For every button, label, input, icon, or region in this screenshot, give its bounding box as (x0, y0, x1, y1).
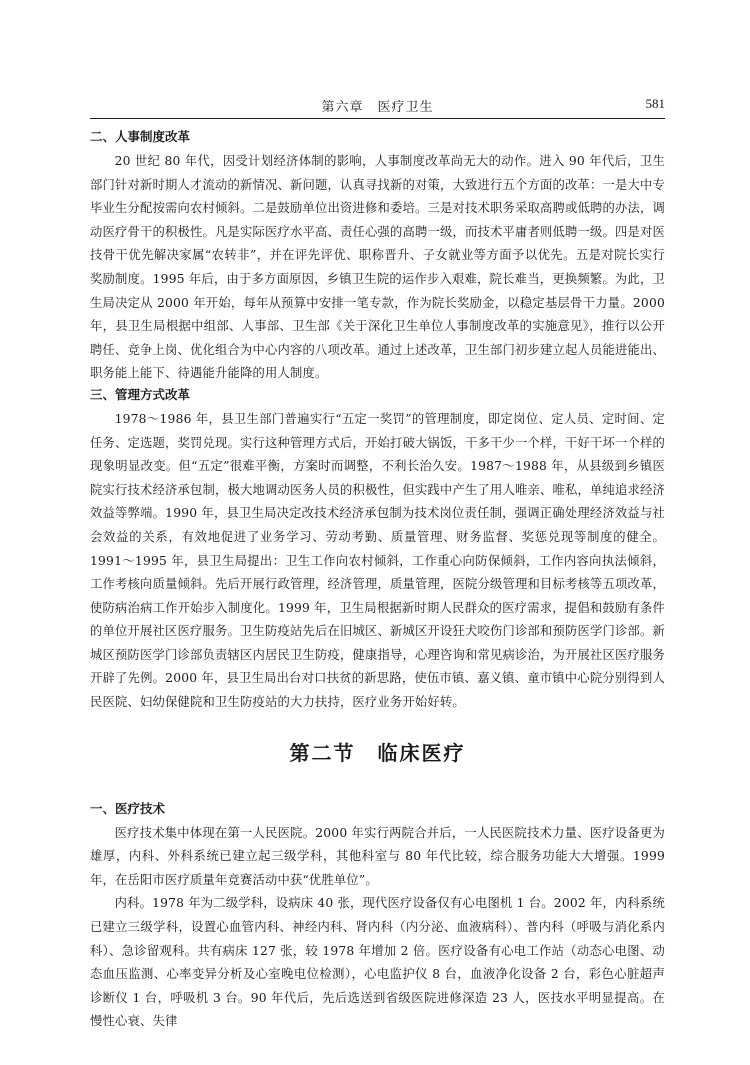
subsection-heading-medical-technology: 一、医疗技术 (90, 800, 166, 816)
paragraph-medical-technology: 医疗技术集中体现在第一人民医院。2000 年实行两院合并后，一人民医院技术力量、医疗设备更为雄厚，内科、外科系统已建立起三级学科，其他科室与 80 年代比较，综合服务功能大大增强。1999 年，在岳阳市医疗质量年竞赛活动中获“优胜单位”。 (90, 825, 665, 887)
page-content (90, 128, 665, 1034)
page-number: 581 (645, 96, 665, 111)
paragraph-internal-medicine: 内科。1978 年为二级学科，设病床 40 张，现代医疗设备仅有心电图机 1 台。2002 年，内科系统已建立三级学科，设置心血管内科、神经内科、肾内科（内分泌、血液病科）、普内科（呼吸与消化系内科）、急诊留观科。共有病床 127 张，较 1978 年增加 2 倍。医疗设备有心电工作站（动态心电图、动态血压监测、心率变异分析及心室晚电位检测），心电监护仪 8 台，血液净化设备 2 台，彩色心脏超声诊断仪 1 台，呼吸机 3 台。90 年代后，先后选送到省级医院进修深造 23 人，医技水平明显提高。在慢性心衰、失律 (90, 896, 665, 1029)
chapter-title: 第六章 医疗卫生 (321, 100, 434, 115)
paragraph-management-reform: 1978～1986 年，县卫生部门普遍实行“五定一奖罚”的管理制度，即定岗位、定人员、定时间、定任务、定选题，奖罚兑现。实行这种管理方式后，开始打破大锅饭，干多干少一个样，干好干坏一个样的现象明显改变。但“五定”很难平衡，方案时而调整，不利长治久安。1987～1988 年，从县级到乡镇医院实行技术经济承包制，极大地调动医务人员的积极性，但实践中产生了用人唯亲、唯私，单纯追求经济效益等弊端。1990 年，县卫生局决定改技术经济承包制为技术岗位责任制，强调正确处理经济效益与社会效益的关系，有效地促进了业务学习、劳动考勤、质量管理、财务监督、奖惩兑现等制度的健全。1991～1995 年，县卫生局提出：卫生工作向农村倾斜，工作重心向防保倾斜，工作内容向执法倾斜，工作考核向质量倾斜。先后开展行政管理，经济管理，质量管理，医院分级管理和目标考核等五项改革，使防病治病工作开始步入制度化。1999 年，卫生局根据新时期人民群众的医疗需求，提倡和鼓励有条件的单位开展社区医疗服务。卫生防疫站先后在旧城区、新城区开设狂犬咬伤门诊部和预防医学门诊部。新城区预防医学门诊部负责辖区内居民卫生防疫，健康指导，心理咨询和常见病诊治，为开展社区医疗服务开辟了先例。2000 年，县卫生局出台对口扶贫的新思路，使伍市镇、嘉义镇、童市镇中心院分别得到人民医院、妇幼保健院和卫生防疫站的大力扶持，医疗业务开始好转。 (90, 411, 665, 710)
running-header (90, 96, 665, 119)
section-title-clinical: 第二节 临床医疗 (289, 740, 466, 765)
paragraph-personnel-reform: 20 世纪 80 年代，因受计划经济体制的影响，人事制度改革尚无大的动作。进入 90 年代后，卫生部门针对新时期人才流动的新情况、新问题，认真寻找新的对策，大致进行五个方面的改革：一是大中专毕业生分配按需向农村倾斜。二是鼓励单位出资进修和委培。三是对技术职务采取高聘或低聘的办法，调动医疗骨干的积极性。凡是实际医疗水平高、责任心强的高聘一级，而技术平庸者则低聘一级。四是对医技骨干优先解决家属“农转非”，并在评先评优、职称晋升、子女就业等方面予以优先。五是对院长实行奖励制度。1995 年后，由于多方面原因，乡镇卫生院的运作步入艰难，院长难当，更换频繁。为此，卫生局决定从 2000 年开始，每年从预算中安排一笔专款，作为院长奖励金，以稳定基层骨干力量。2000 年，县卫生局根据中组部、人事部、卫生部《关于深化卫生单位人事制度改革的实施意见》，推行以公开聘任、竞争上岗、优化组合为中心内容的八项改革。通过上述改革，卫生部门初步建立起人员能进能出、职务能上能下、待遇能升能降的用人制度。 (90, 154, 665, 381)
subsection-heading-personnel: 二、人事制度改革 (90, 129, 191, 144)
subsection-heading-management: 三、管理方式改革 (90, 386, 191, 402)
